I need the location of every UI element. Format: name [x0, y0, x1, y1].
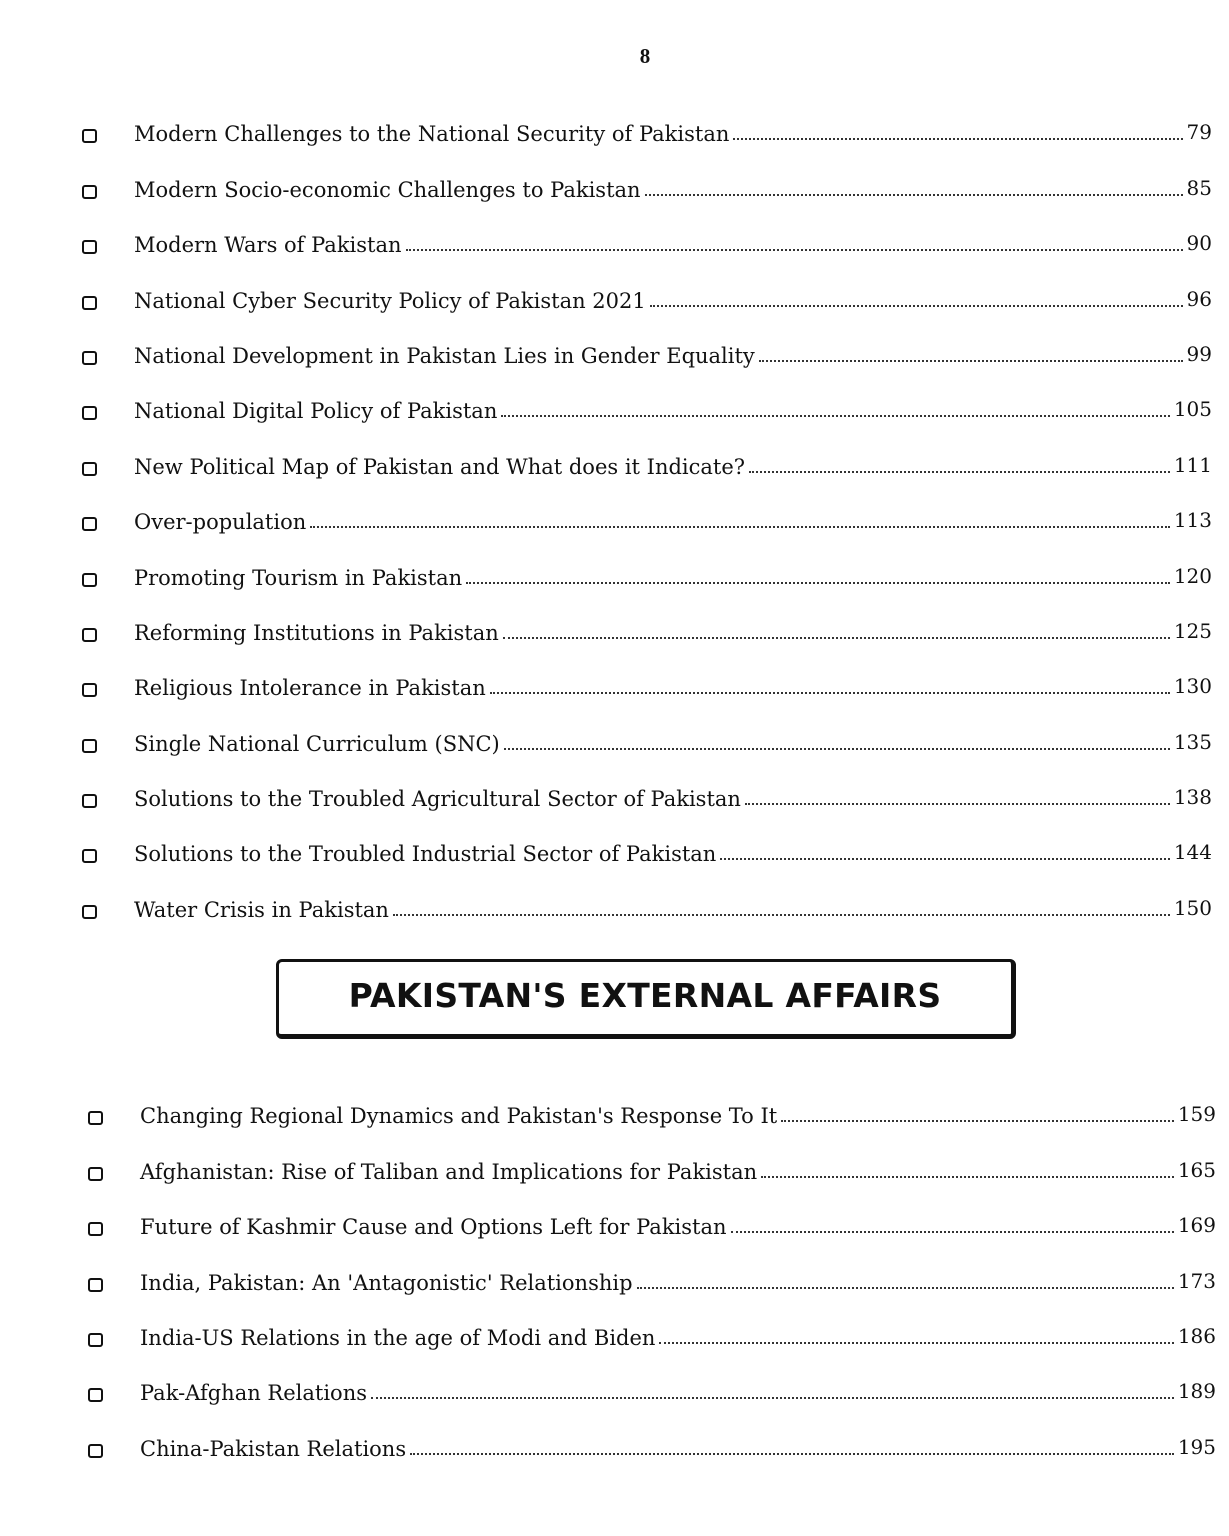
checkbox-bullet-icon [82, 406, 97, 420]
toc-entry-title: Modern Challenges to the National Security of Pakistan [134, 122, 730, 147]
toc-entry [82, 755, 1212, 810]
checkbox-bullet-icon [88, 1333, 103, 1347]
toc-entry-page-number: 130 [1173, 674, 1212, 699]
dot-leader [759, 360, 1183, 362]
toc-entry-page-number: 79 [1186, 120, 1212, 145]
toc-entry-page-number: 99 [1186, 341, 1212, 366]
dot-leader [720, 858, 1169, 860]
toc-entry-title: National Development in Pakistan Lies in Gender Equality [134, 343, 755, 368]
toc-entry-page-number: 138 [1173, 785, 1212, 810]
checkbox-bullet-icon [88, 1444, 103, 1458]
dot-leader [637, 1287, 1174, 1289]
toc-entry [88, 1294, 1216, 1349]
dot-leader [503, 637, 1170, 639]
checkbox-bullet-icon [88, 1111, 103, 1125]
toc-entry [88, 1072, 1216, 1127]
toc-entry-page-number: 195 [1177, 1434, 1216, 1459]
dot-leader [410, 1453, 1174, 1455]
toc-entry [88, 1404, 1216, 1459]
toc-entry [82, 90, 1212, 145]
dot-leader [501, 415, 1169, 417]
toc-entry [82, 312, 1212, 367]
toc-entry-page-number: 173 [1177, 1268, 1216, 1293]
toc-entry-title: Pak-Afghan Relations [140, 1381, 367, 1406]
toc-entry-title: India-US Relations in the age of Modi and Biden [140, 1325, 656, 1350]
toc-list-external-affairs [88, 1072, 1216, 1460]
toc-entry-title: Modern Socio-economic Challenges to Pakistan [134, 177, 641, 202]
checkbox-bullet-icon [82, 573, 97, 587]
toc-entry-title: Modern Wars of Pakistan [134, 233, 402, 258]
dot-leader [761, 1176, 1174, 1178]
toc-entry [88, 1127, 1216, 1182]
checkbox-bullet-icon [82, 185, 97, 199]
toc-entry [82, 865, 1212, 920]
toc-entry-page-number: 189 [1177, 1379, 1216, 1404]
toc-entry-title: National Digital Policy of Pakistan [134, 399, 498, 424]
checkbox-bullet-icon [88, 1222, 103, 1236]
toc-entry-page-number: 186 [1177, 1323, 1216, 1348]
checkbox-bullet-icon [88, 1388, 103, 1402]
toc-entry [88, 1183, 1216, 1238]
toc-entry-title: Water Crisis in Pakistan [134, 897, 389, 922]
toc-entry-page-number: 111 [1173, 452, 1212, 477]
toc-entry-title: Religious Intolerance in Pakistan [134, 676, 486, 701]
toc-entry-page-number: 169 [1177, 1213, 1216, 1238]
dot-leader [749, 471, 1170, 473]
toc-entry [88, 1238, 1216, 1293]
toc-entry-page-number: 96 [1186, 286, 1212, 311]
dot-leader [393, 914, 1170, 916]
checkbox-bullet-icon [82, 849, 97, 863]
checkbox-bullet-icon [88, 1278, 103, 1292]
toc-entry-title: India, Pakistan: An 'Antagonistic' Relationship [140, 1270, 633, 1295]
toc-entry-page-number: 90 [1186, 231, 1212, 256]
dot-leader [659, 1342, 1173, 1344]
toc-entry [82, 422, 1212, 477]
checkbox-bullet-icon [82, 462, 97, 476]
checkbox-bullet-icon [82, 628, 97, 642]
toc-entry-page-number: 135 [1173, 729, 1212, 754]
toc-entry-page-number: 105 [1173, 397, 1212, 422]
toc-entry-title: Solutions to the Troubled Agricultural Sector of Pakistan [134, 787, 741, 812]
dot-leader [731, 1231, 1174, 1233]
toc-entry-page-number: 120 [1173, 563, 1212, 588]
toc-entry [82, 533, 1212, 588]
toc-list-national-issues [82, 90, 1212, 921]
toc-entry [82, 810, 1212, 865]
toc-entry [82, 145, 1212, 200]
checkbox-bullet-icon [82, 240, 97, 254]
toc-entry-page-number: 85 [1186, 175, 1212, 200]
toc-entry-title: Single National Curriculum (SNC) [134, 731, 500, 756]
checkbox-bullet-icon [88, 1167, 103, 1181]
toc-entry-page-number: 125 [1173, 618, 1212, 643]
toc-entry-title: Changing Regional Dynamics and Pakistan's Response To It [140, 1104, 778, 1129]
dot-leader [645, 194, 1183, 196]
toc-entry [82, 644, 1212, 699]
checkbox-bullet-icon [82, 129, 97, 143]
toc-entry [82, 367, 1212, 422]
checkbox-bullet-icon [82, 739, 97, 753]
toc-entry-title: Solutions to the Troubled Industrial Sector of Pakistan [134, 842, 717, 867]
checkbox-bullet-icon [82, 683, 97, 697]
toc-entry-title: Over-population [134, 510, 307, 535]
toc-entry-title: National Cyber Security Policy of Pakistan 2021 [134, 288, 646, 313]
dot-leader [504, 748, 1170, 750]
toc-entry [82, 589, 1212, 644]
checkbox-bullet-icon [82, 351, 97, 365]
toc-entry-page-number: 150 [1173, 895, 1212, 920]
toc-entry-title: New Political Map of Pakistan and What does it Indicate? [134, 454, 746, 479]
section-heading: PAKISTAN'S EXTERNAL AFFAIRS [348, 975, 942, 1015]
dot-leader [650, 305, 1183, 307]
dot-leader [781, 1120, 1174, 1122]
checkbox-bullet-icon [82, 517, 97, 531]
checkbox-bullet-icon [82, 794, 97, 808]
toc-entry [88, 1349, 1216, 1404]
toc-entry-page-number: 113 [1173, 508, 1212, 533]
section-heading-box [276, 959, 1016, 1039]
toc-entry-title: Afghanistan: Rise of Taliban and Implications for Pakistan [140, 1159, 758, 1184]
dot-leader [745, 803, 1170, 805]
toc-entry-page-number: 165 [1177, 1157, 1216, 1182]
checkbox-bullet-icon [82, 905, 97, 919]
toc-entry-page-number: 159 [1177, 1102, 1216, 1127]
toc-entry [82, 201, 1212, 256]
dot-leader [406, 249, 1183, 251]
toc-entry-title: Promoting Tourism in Pakistan [134, 565, 463, 590]
toc-entry [82, 478, 1212, 533]
dot-leader [733, 138, 1182, 140]
toc-entry-title: China-Pakistan Relations [140, 1436, 407, 1461]
toc-entry-page-number: 144 [1173, 840, 1212, 865]
checkbox-bullet-icon [82, 296, 97, 310]
dot-leader [466, 582, 1170, 584]
dot-leader [371, 1397, 1174, 1399]
toc-entry [82, 699, 1212, 754]
dot-leader [490, 692, 1170, 694]
dot-leader [310, 526, 1170, 528]
page-number: 8 [639, 44, 651, 68]
toc-entry-title: Reforming Institutions in Pakistan [134, 620, 499, 645]
toc-entry-title: Future of Kashmir Cause and Options Left for Pakistan [140, 1215, 727, 1240]
toc-entry [82, 256, 1212, 311]
